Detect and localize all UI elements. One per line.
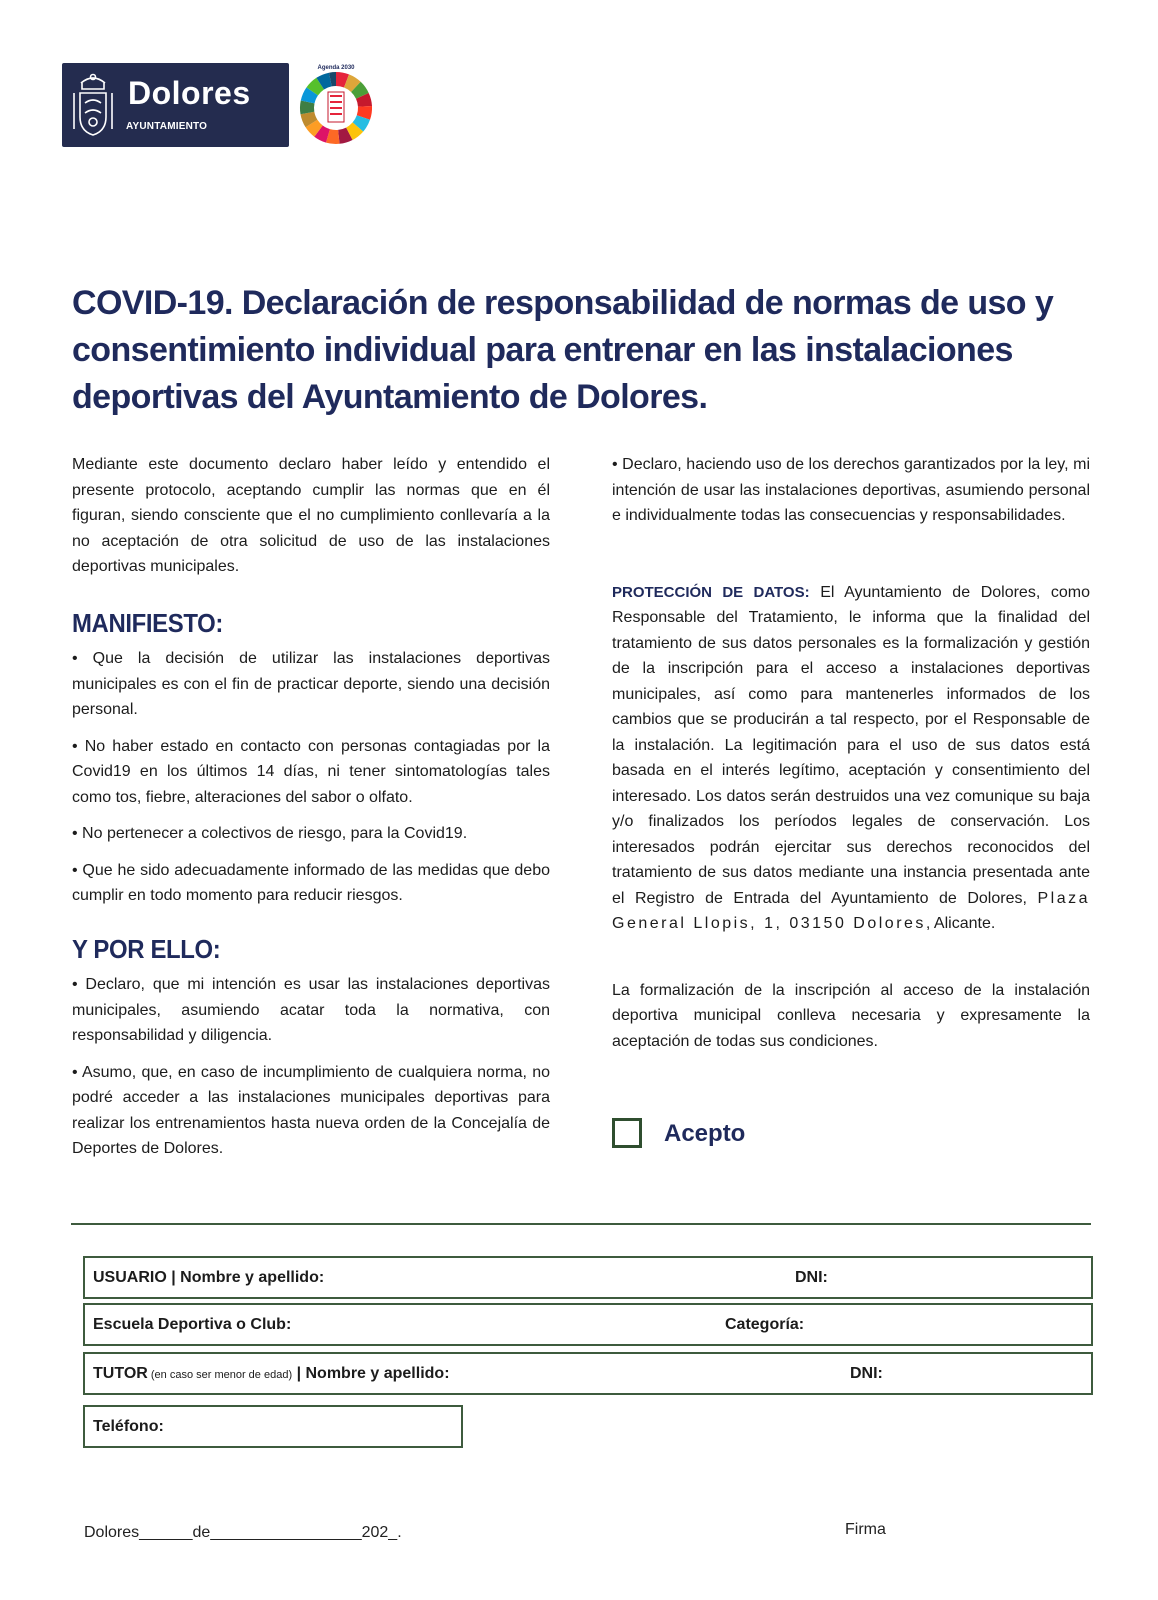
data-protection-end: , Alicante. [925, 915, 996, 932]
tutor-note: (en caso ser menor de edad) [147, 1369, 293, 1381]
porello-item: • Asumo, que, en caso de incumplimiento de cualquiera norma, no podré acceder a las instalaciones municipales deportivas para realizar los entrenamientos hasta nueva orden de la Concejalía de Deportes de Dolores. [72, 1063, 550, 1157]
date-line: Dolores______de_________________202_. [84, 1524, 402, 1541]
telefono-field[interactable] [83, 1405, 463, 1448]
usuario-label: USUARIO | Nombre y apellido: [93, 1269, 325, 1286]
formalizacion-paragraph: La formalización de la inscripción al acceso de la instalación deportiva municipal conlleva necesaria y expresamente la aceptación de todas sus condiciones. [612, 981, 1090, 1050]
data-protection-paragraph [612, 580, 1090, 937]
data-protection-text: El Ayuntamiento de Dolores, como Responsable del Tratamiento, le informa que la finalidad del tratamiento de sus datos personales es la formalización y gestión de la inscripción para el acceso a instalaciones deportivas municipales, así como para mantenerles informados de los cambios que se producirán a tal respecto, por el Responsable de la instalación. La legitimación para el uso de sus datos está basada en el interés legítimo, aceptación y consentimiento del interesado. Los datos serán destruidos una vez comunique su baja y/o finalizados los períodos legales de conservación. Los interesados podrán ejercitar sus derechos reconocidos del tratamiento de sus datos mediante una instancia presentada ante el Registro de Entrada del Ayuntamiento de Dolores, [612, 583, 1090, 907]
tutor-label: TUTOR [93, 1365, 148, 1382]
manifiesto-item: • Que he sido adecuadamente informado de las medidas que debo cumplir en todo momento para reducir riesgos. [72, 861, 550, 904]
signature-label: Firma [845, 1521, 886, 1538]
logo-name: Dolores [128, 75, 251, 111]
categoria-label: Categoría: [725, 1316, 805, 1333]
usuario-dni-label: DNI: [795, 1269, 828, 1286]
escuela-field[interactable] [83, 1303, 1093, 1346]
coat-of-arms-icon [70, 69, 116, 141]
accept-checkbox[interactable] [612, 1118, 642, 1148]
page-title: COVID-19. Declaración de responsabilidad de normas de uso y consentimiento individual para entrenar en las instalaciones deportivas del Ayuntamiento de Dolores. [72, 284, 1054, 416]
manifiesto-item: • No haber estado en contacto con personas contagiadas por la Covid19 en los últimos 14 días, ni tener sintomatologías tales como tos, fiebre, alteraciones del sabor o olfato. [72, 737, 550, 806]
data-protection-address: Plaza General Llopis, 1, 03150 Dolores [612, 889, 1090, 932]
declaro-paragraph: • Declaro, haciendo uso de los derechos garantizados por la ley, mi intención de usar las instalaciones deportivas, asumiendo personal e individualmente todas las consecuencias y responsabilidades. [612, 456, 1090, 524]
agenda-2030-logo [293, 62, 379, 148]
porello-heading: Y POR ELLO: [72, 933, 221, 964]
manifiesto-heading: MANIFIESTO: [72, 607, 223, 638]
left-column [72, 452, 550, 1173]
tutor-name-label: | Nombre y apellido: [292, 1365, 450, 1382]
logo-subtitle: AYUNTAMIENTO [126, 121, 208, 132]
manifiesto-item: • Que la decisión de utilizar las instalaciones deportivas municipales es con el fin de practicar deporte, siendo una decisión personal. [72, 650, 550, 718]
accept-label: Acepto [664, 1120, 746, 1147]
tutor-dni-label: DNI: [850, 1365, 883, 1382]
tutor-label-group [93, 1365, 450, 1383]
usuario-field[interactable] [83, 1256, 1093, 1299]
dolores-logo [62, 63, 289, 147]
escuela-label: Escuela Deportiva o Club: [93, 1316, 292, 1333]
intro-paragraph: Mediante este documento declaro haber leído y entendido el presente protocolo, aceptando cumplir las normas que en él figuran, siendo consciente que el no cumplimiento conllevaría a la no aceptación de otra solicitud de uso de las instalaciones deportivas municipales. [72, 456, 550, 575]
right-column [612, 452, 1090, 1065]
tutor-field[interactable] [83, 1352, 1093, 1395]
agenda-label: Agenda 2030 [317, 65, 355, 71]
divider [71, 1223, 1091, 1225]
data-protection-label: PROTECCIÓN DE DATOS: [612, 583, 810, 601]
porello-item: • Declaro, que mi intención es usar las instalaciones deportivas municipales, asumiendo acatar toda la normativa, con responsabilidad y diligencia. [72, 976, 550, 1044]
telefono-label: Teléfono: [93, 1418, 164, 1435]
manifiesto-item: • No pertenecer a colectivos de riesgo, para la Covid19. [72, 825, 468, 842]
